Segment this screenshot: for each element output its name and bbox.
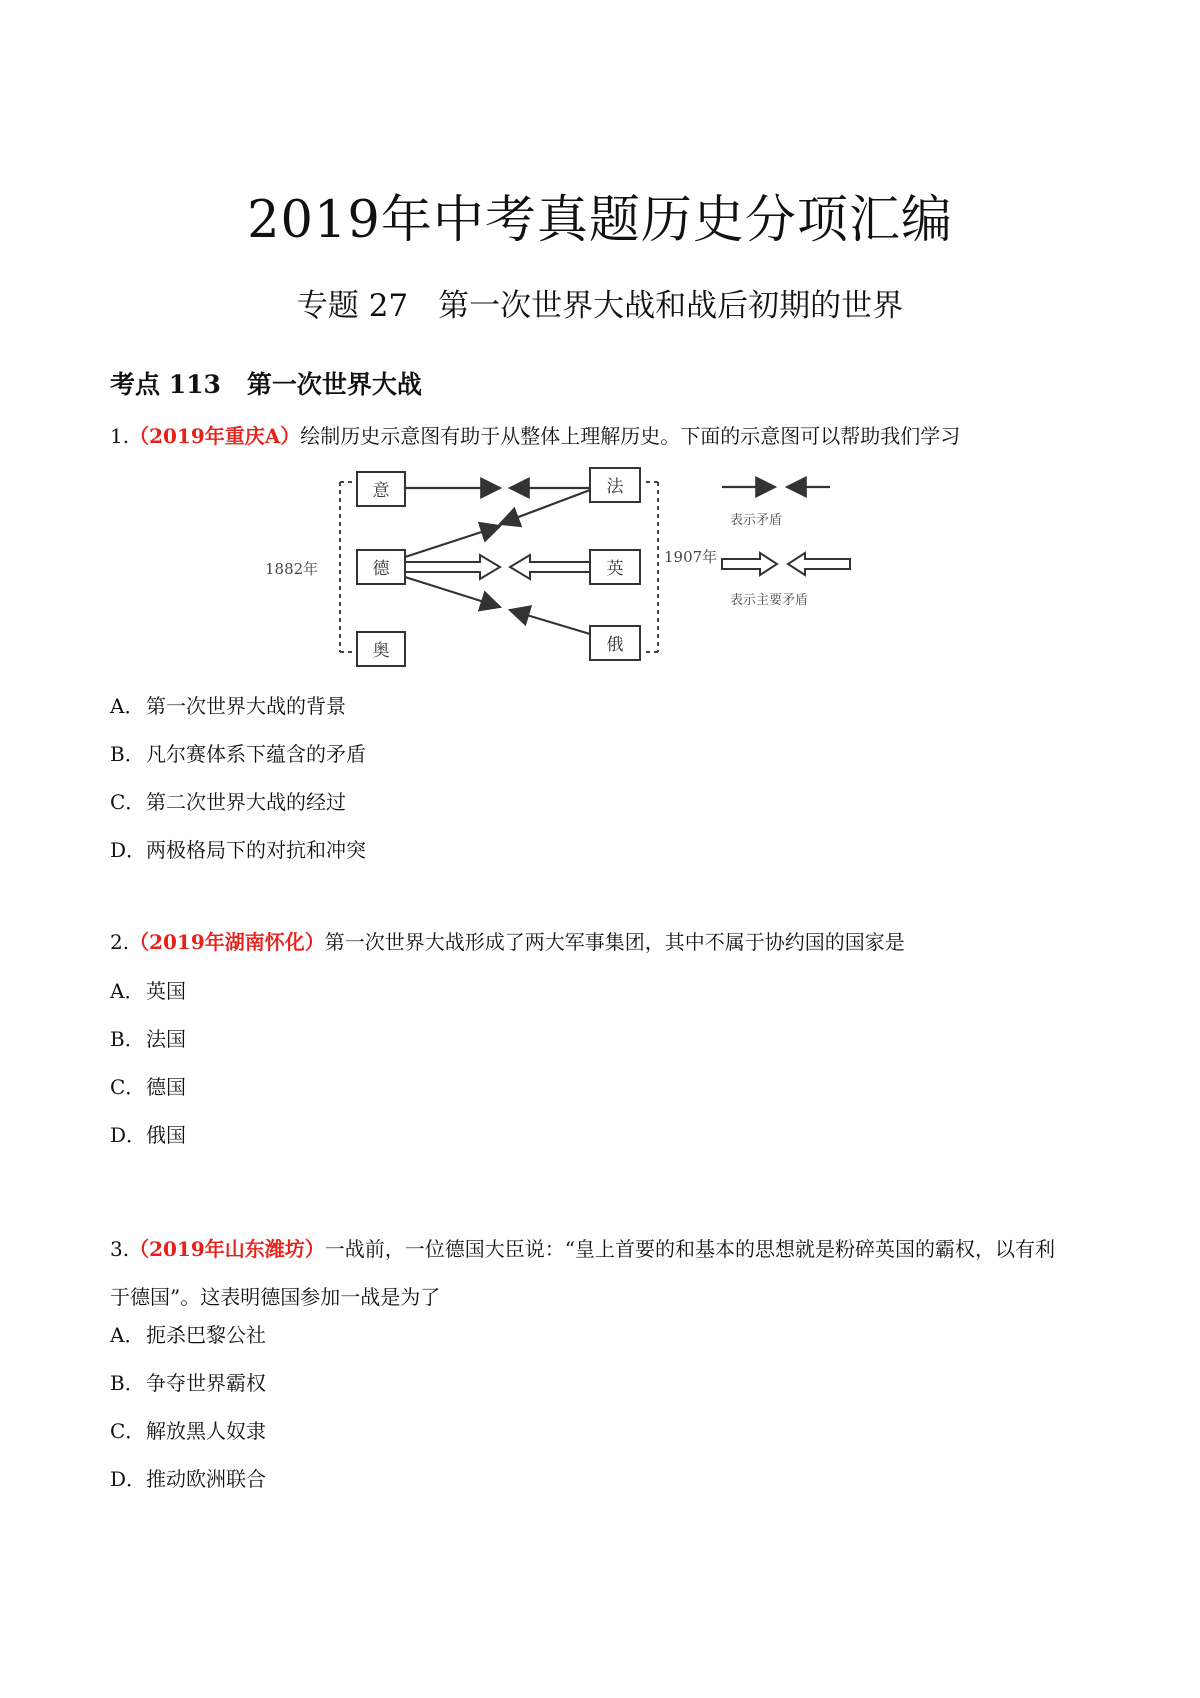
diagram-legend — [722, 487, 850, 608]
label-britain: 英 — [606, 559, 624, 579]
question-source: （2019年湖南怀化） — [129, 930, 325, 954]
topic-number: 专题 27 — [296, 288, 409, 324]
label-france: 法 — [606, 477, 624, 497]
q3-option-d: D．推动欧洲联合 — [110, 1467, 266, 1491]
q1-option-c: C．第二次世界大战的经过 — [110, 790, 346, 814]
q2-option-c: C．德国 — [110, 1075, 186, 1099]
year-1882: 1882年 — [265, 560, 319, 578]
section-name: 第一次世界大战 — [246, 370, 422, 399]
question-number: 3. — [110, 1237, 130, 1261]
label-austria: 奥 — [372, 641, 390, 661]
question-text: 第一次世界大战形成了两大军事集团，其中不属于协约国的国家是 — [324, 930, 905, 954]
alliance-bracket-left — [340, 482, 352, 652]
q1-option-a: A．第一次世界大战的背景 — [110, 694, 346, 718]
q2-option-a: A．英国 — [110, 979, 186, 1003]
q3-option-a: A．扼杀巴黎公社 — [110, 1323, 266, 1347]
year-1907: 1907年 — [664, 548, 718, 566]
question-2-stem — [110, 917, 905, 967]
question-text: 于德国”。这表明德国参加一战是为了 — [110, 1285, 441, 1309]
page-title: 2019年中考真题历史分项汇编 — [247, 191, 953, 250]
question-3-stem — [110, 1224, 1055, 1274]
section-heading — [110, 365, 422, 401]
label-germany: 德 — [372, 559, 390, 579]
question-source: （2019年山东潍坊） — [129, 1237, 325, 1261]
alliance-diagram — [260, 462, 960, 677]
question-3-stem-continued — [110, 1272, 440, 1322]
q1-option-d: D．两极格局下的对抗和冲突 — [110, 838, 366, 862]
topic-heading — [0, 280, 1200, 325]
q2-option-b: B．法国 — [110, 1027, 186, 1051]
legend-main-contradiction: 表示主要矛盾 — [730, 593, 809, 608]
q1-option-b: B．凡尔赛体系下蕴含的矛盾 — [110, 742, 366, 766]
q2-option-d: D．俄国 — [110, 1123, 186, 1147]
label-russia: 俄 — [606, 635, 624, 655]
question-1-stem — [110, 411, 960, 461]
legend-contradiction: 表示矛盾 — [730, 513, 783, 528]
q3-option-b: B．争夺世界霸权 — [110, 1371, 266, 1395]
question-number: 2. — [110, 930, 130, 954]
main-contradiction-arrows — [405, 555, 590, 579]
topic-name: 第一次世界大战和战后初期的世界 — [438, 288, 904, 324]
question-text: 绘制历史示意图有助于从整体上理解历史。下面的示意图可以帮助我们学习 — [300, 424, 961, 448]
question-number: 1. — [110, 424, 130, 448]
question-text: 一战前，一位德国大臣说：“皇上首要的和基本的思想就是粉碎英国的霸权，以有利 — [324, 1237, 1055, 1261]
label-italy: 意 — [372, 481, 390, 501]
question-source: （2019年重庆A） — [129, 424, 301, 448]
alliance-bracket-right — [646, 482, 658, 652]
section-code: 考点 113 — [110, 370, 221, 399]
q3-option-c: C．解放黑人奴隶 — [110, 1419, 266, 1443]
